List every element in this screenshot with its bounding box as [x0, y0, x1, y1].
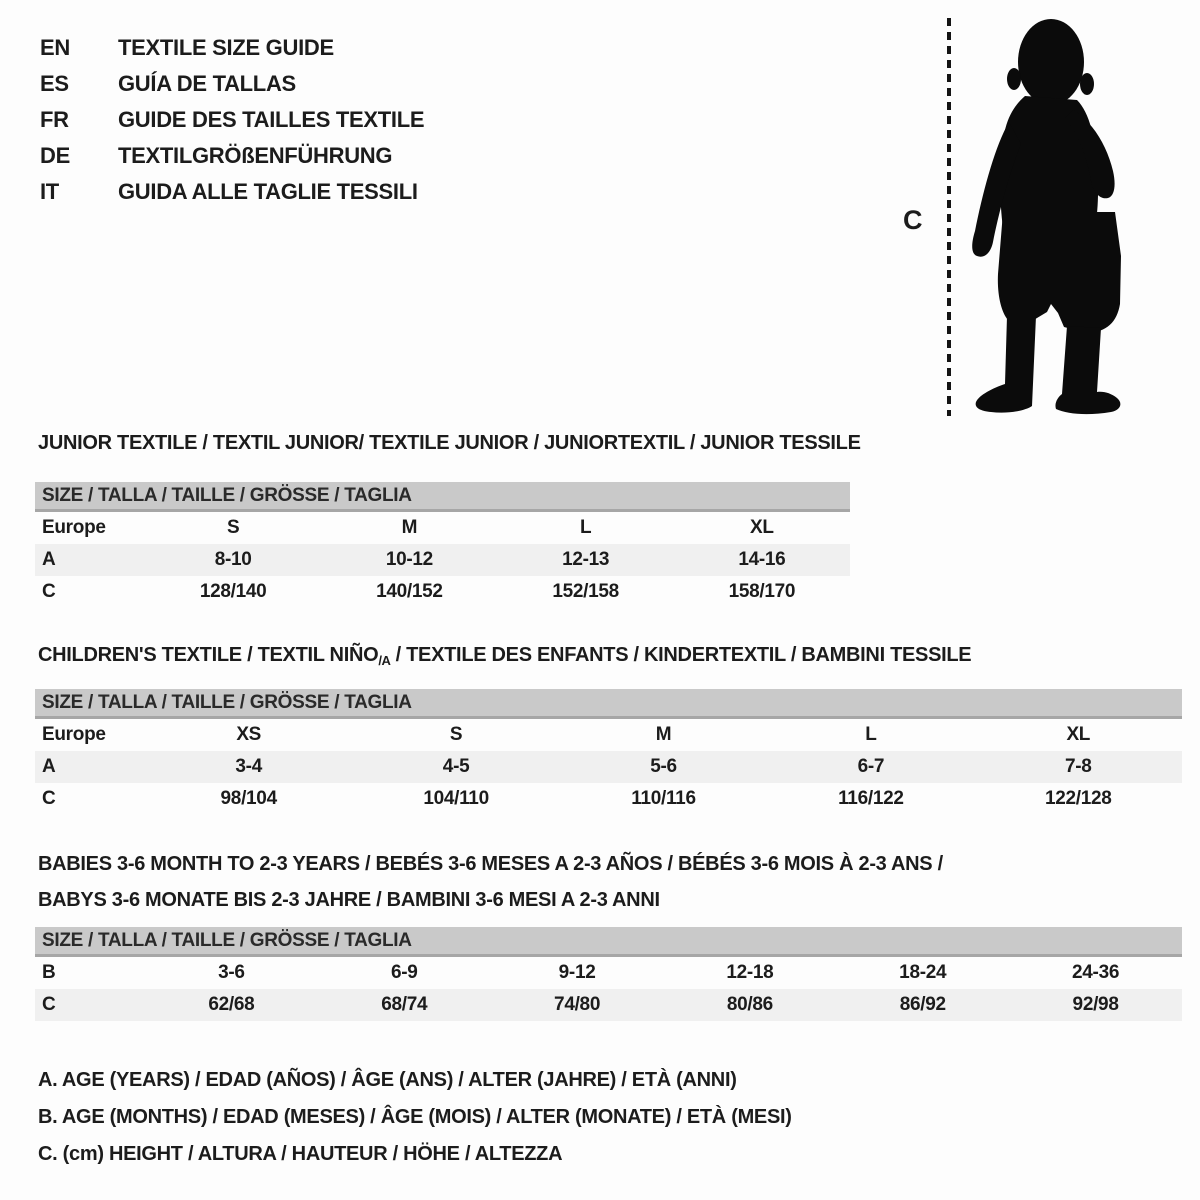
cell: L	[865, 724, 877, 745]
cell: 86/92	[836, 989, 1009, 1021]
toddler-silhouette-icon	[962, 16, 1134, 416]
language-title-list	[40, 30, 424, 210]
row-label: A	[35, 544, 145, 576]
table-header-row	[35, 927, 1182, 956]
row-label: C	[42, 581, 56, 602]
lang-code: IT	[40, 179, 59, 204]
cell: 110/116	[631, 788, 696, 809]
cell: 5-6	[560, 751, 767, 783]
legend-line-a: A. AGE (YEARS) / EDAD (AÑOS) / ÂGE (ANS) / ALTER (JAHRE) / ETÀ (ANNI)	[38, 1069, 737, 1091]
cell: XS	[236, 724, 262, 745]
measurement-legend	[38, 1062, 792, 1173]
cell: 92/98	[1009, 989, 1182, 1021]
height-measure-dashed-line	[947, 18, 951, 416]
cell: 6-7	[767, 751, 974, 783]
row-label: C	[35, 989, 145, 1021]
cell: 14-16	[674, 544, 850, 576]
cell: XL	[750, 517, 774, 538]
junior-section-title: JUNIOR TEXTILE / TEXTIL JUNIOR/ TEXTILE JUNIOR / JUNIORTEXTIL / JUNIOR TESSILE	[38, 432, 861, 454]
row-label: Europe	[42, 517, 106, 538]
lang-title: TEXTILGRÖßENFÜHRUNG	[118, 143, 393, 168]
cell: 3-6	[218, 962, 245, 983]
cell: M	[401, 517, 418, 538]
cell: 80/86	[663, 989, 836, 1021]
cell: XL	[1066, 724, 1091, 745]
row-label: A	[35, 751, 145, 783]
cell: S	[226, 517, 240, 538]
table-row	[35, 783, 1182, 815]
table-row	[35, 511, 850, 545]
cell: 10-12	[321, 544, 497, 576]
table-row	[35, 956, 1182, 990]
lang-code: DE	[40, 143, 70, 168]
row-label: Europe	[42, 724, 106, 745]
children-section-title	[38, 644, 971, 668]
babies-title-line1: BABIES 3-6 MONTH TO 2-3 YEARS / BEBÉS 3-6 MESES A 2-3 AÑOS / BÉBÉS 3-6 MOIS À 2-3 ANS /	[38, 853, 943, 875]
table-header-row	[35, 482, 850, 511]
cell: 74/80	[491, 989, 664, 1021]
lang-title: GUIDE DES TAILLES TEXTILE	[118, 107, 425, 132]
children-title-suffix: / TEXTILE DES ENFANTS / KINDERTEXTIL / BAMBINI TESSILE	[390, 644, 972, 666]
table-row	[35, 751, 1182, 783]
cell: 98/104	[220, 788, 277, 809]
lang-code: FR	[40, 107, 69, 132]
cell: 68/74	[318, 989, 491, 1021]
table-header-row	[35, 689, 1182, 718]
row-label: B	[42, 962, 56, 983]
cell: 62/68	[145, 989, 318, 1021]
babies-size-table	[35, 927, 1182, 1021]
cell: 18-24	[899, 962, 947, 983]
cell: 3-4	[145, 751, 352, 783]
lang-row-es	[40, 66, 424, 102]
babies-section-title	[38, 846, 943, 918]
cell: 128/140	[199, 581, 267, 602]
table-row	[35, 576, 850, 608]
lang-row-de	[40, 138, 424, 174]
size-header-bar: SIZE / TALLA / TAILLE / GRÖSSE / TAGLIA	[35, 482, 850, 511]
children-size-table	[35, 689, 1182, 815]
lang-title: GUIDA ALLE TAGLIE TESSILI	[118, 179, 418, 204]
table-row	[35, 718, 1182, 752]
cell: 8-10	[145, 544, 321, 576]
cell: 4-5	[352, 751, 559, 783]
children-title-prefix: CHILDREN'S TEXTILE / TEXTIL NIÑO	[38, 644, 379, 666]
children-title-sub: /A	[378, 653, 391, 668]
cell: 116/122	[838, 788, 904, 809]
cell: 158/170	[728, 581, 796, 602]
cell: L	[579, 517, 592, 538]
size-header-bar: SIZE / TALLA / TAILLE / GRÖSSE / TAGLIA	[35, 689, 1182, 718]
babies-title-line2: BABYS 3-6 MONATE BIS 2-3 JAHRE / BAMBINI 3-6 MESI A 2-3 ANNI	[38, 889, 660, 911]
lang-code: ES	[40, 71, 69, 96]
legend-line-c: C. (cm) HEIGHT / ALTURA / HAUTEUR / HÖHE / ALTEZZA	[38, 1143, 563, 1165]
row-label: C	[42, 788, 56, 809]
lang-row-en	[40, 30, 424, 66]
table-row	[35, 544, 850, 576]
junior-size-table	[35, 482, 850, 608]
cell: 12-13	[498, 544, 674, 576]
table-row	[35, 989, 1182, 1021]
cell: 6-9	[390, 962, 418, 983]
cell: 24-36	[1072, 962, 1120, 983]
cell: 104/110	[423, 788, 489, 809]
lang-row-it	[40, 174, 424, 210]
lang-row-fr	[40, 102, 424, 138]
lang-code: EN	[40, 35, 70, 60]
cell: 152/158	[552, 581, 619, 602]
cell: S	[449, 724, 463, 745]
cell: 7-8	[975, 751, 1182, 783]
size-header-bar: SIZE / TALLA / TAILLE / GRÖSSE / TAGLIA	[35, 927, 1182, 956]
cell: 122/128	[1044, 788, 1112, 809]
cell: M	[655, 724, 672, 745]
lang-title: GUÍA DE TALLAS	[118, 71, 296, 96]
cell: 12-18	[726, 962, 774, 983]
lang-title: TEXTILE SIZE GUIDE	[118, 35, 334, 60]
cell: 9-12	[558, 962, 596, 983]
cell: 140/152	[376, 581, 443, 602]
height-measure-label: C	[903, 205, 923, 235]
legend-line-b: B. AGE (MONTHS) / EDAD (MESES) / ÂGE (MOIS) / ALTER (MONATE) / ETÀ (MESI)	[38, 1106, 792, 1128]
